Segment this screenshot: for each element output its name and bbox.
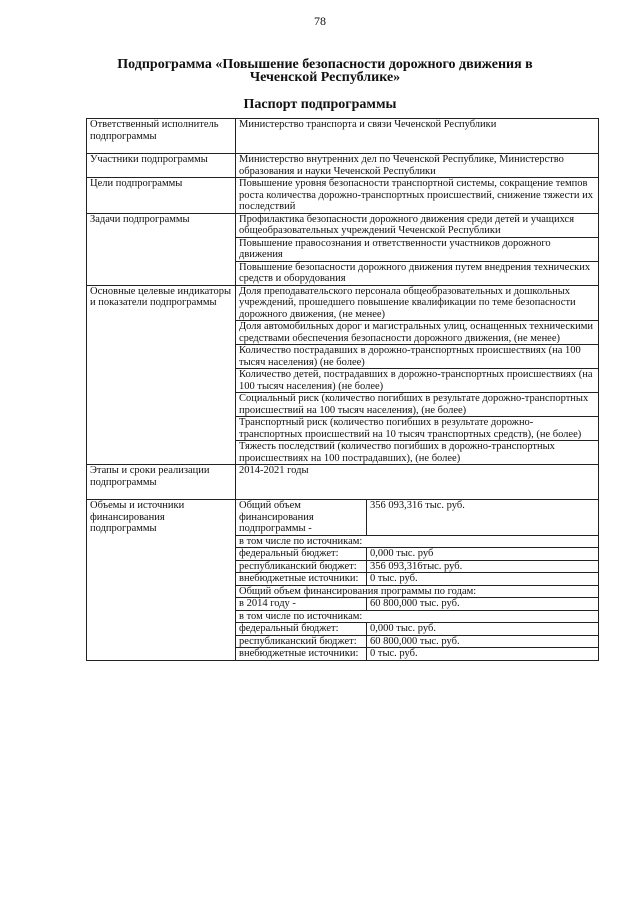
fin-row-offbudget — [236, 573, 598, 586]
subprogram-title: Подпрограмма «Повышение безопасности дорожного движения в Чеченской Республике» — [117, 57, 533, 85]
row-funding — [87, 500, 599, 661]
year-2014-label: в 2014 году - — [236, 598, 367, 611]
page-number: 78 — [314, 14, 326, 28]
indicator-item: Социальный риск (количество погибших в результате дорожно-транспортных происшествий на 100 тысяч населения), (не более) — [236, 393, 599, 417]
tasks-label: Задачи подпрограммы — [87, 213, 236, 285]
participants-label: Участники подпрограммы — [87, 154, 236, 178]
row-stages — [87, 465, 599, 500]
passport-title: Паспорт подпрограммы — [243, 97, 397, 112]
federal-value: 0,000 тыс. руб — [367, 548, 599, 561]
fin-row-2014 — [236, 598, 598, 611]
fin-row-federal-2014 — [236, 623, 598, 636]
fin-row-sources-header — [236, 535, 598, 548]
row-goals — [87, 178, 599, 214]
total-value: 356 093,316 тыс. руб. — [367, 500, 599, 535]
stages-value: 2014-2021 годы — [236, 465, 599, 500]
federal-2014-label: федеральный бюджет: — [236, 623, 367, 636]
total-label: Общий объем финансирования подпрограммы - — [236, 500, 367, 535]
republic-value: 356 093,316тыс. руб. — [367, 560, 599, 573]
indicator-item: Транспортный риск (количество погибших в результате дорожно-транспортных происшествий на 10 тысяч транспортных средств), (не более) — [236, 417, 599, 441]
funding-details — [236, 500, 599, 661]
republic-2014-label: республиканский бюджет: — [236, 635, 367, 648]
goals-label: Цели подпрограммы — [87, 178, 236, 214]
fin-row-by-years — [236, 585, 598, 598]
federal-2014-value: 0,000 тыс. руб. — [367, 623, 599, 636]
responsible-value: Министерство транспорта и связи Чеченской Республики — [236, 119, 599, 154]
participants-value: Министерство внутренних дел по Чеченской Республике, Министерство образования и науки Чеченской Республики — [236, 154, 599, 178]
indicator-item: Доля преподавательского персонала общеобразовательных и дошкольных учреждений, прошедшего повышение квалификации по теме безопасности дорожного движения, (не менее) — [236, 285, 599, 321]
offbudget-2014-label: внебюджетные источники: — [236, 648, 367, 660]
fin-row-sources-header-2014 — [236, 610, 598, 623]
offbudget-value: 0 тыс. руб. — [367, 573, 599, 586]
funding-table — [236, 500, 598, 660]
indicators-label: Основные целевые индикаторы и показатели подпрограммы — [87, 285, 236, 465]
row-tasks — [87, 213, 599, 237]
fin-row-offbudget-2014 — [236, 648, 598, 660]
federal-label: федеральный бюджет: — [236, 548, 367, 561]
indicator-item: Тяжесть последствий (количество погибших в дорожно-транспортных происшествиях на 100 пострадавших), (не более) — [236, 441, 599, 465]
fin-row-federal — [236, 548, 598, 561]
offbudget-label: внебюджетные источники: — [236, 573, 367, 586]
passport-table — [86, 118, 599, 661]
fin-row-total — [236, 500, 598, 535]
fin-row-republic — [236, 560, 598, 573]
year-2014-value: 60 800,000 тыс. руб. — [367, 598, 599, 611]
offbudget-2014-value: 0 тыс. руб. — [367, 648, 599, 660]
funding-label: Объемы и источники финансирования подпрограммы — [87, 500, 236, 661]
row-responsible — [87, 119, 599, 154]
republic-2014-value: 60 800,000 тыс. руб. — [367, 635, 599, 648]
task-item: Профилактика безопасности дорожного движения среди детей и учащихся общеобразовательных учреждений Чеченской Республики — [236, 213, 599, 237]
indicator-item: Количество пострадавших в дорожно-транспортных происшествиях (на 100 тысяч населения) (не более) — [236, 345, 599, 369]
indicator-item: Количество детей, пострадавших в дорожно-транспортных происшествиях (на 100 тысяч населения) (не более) — [236, 369, 599, 393]
republic-label: республиканский бюджет: — [236, 560, 367, 573]
task-item: Повышение безопасности дорожного движения путем внедрения технических средств и оборудования — [236, 261, 599, 285]
row-participants — [87, 154, 599, 178]
task-item: Повышение правосознания и ответственности участников дорожного движения — [236, 237, 599, 261]
sources-header: в том числе по источникам: — [236, 535, 598, 548]
responsible-label: Ответственный исполнитель подпрограммы — [87, 119, 236, 154]
indicator-item: Доля автомобильных дорог и магистральных улиц, оснащенных техническими средствами обеспечения безопасности дорожного движения, (не менее) — [236, 321, 599, 345]
by-years-header: Общий объем финансирования программы по годам: — [236, 585, 598, 598]
row-indicators — [87, 285, 599, 321]
goals-value: Повышение уровня безопасности транспортной системы, сокращение темпов роста количества дорожно-транспортных происшествий, снижение тяжести их последствий — [236, 178, 599, 214]
fin-row-republic-2014 — [236, 635, 598, 648]
sources-header-2014: в том числе по источникам: — [236, 610, 598, 623]
stages-label: Этапы и сроки реализации подпрограммы — [87, 465, 236, 500]
